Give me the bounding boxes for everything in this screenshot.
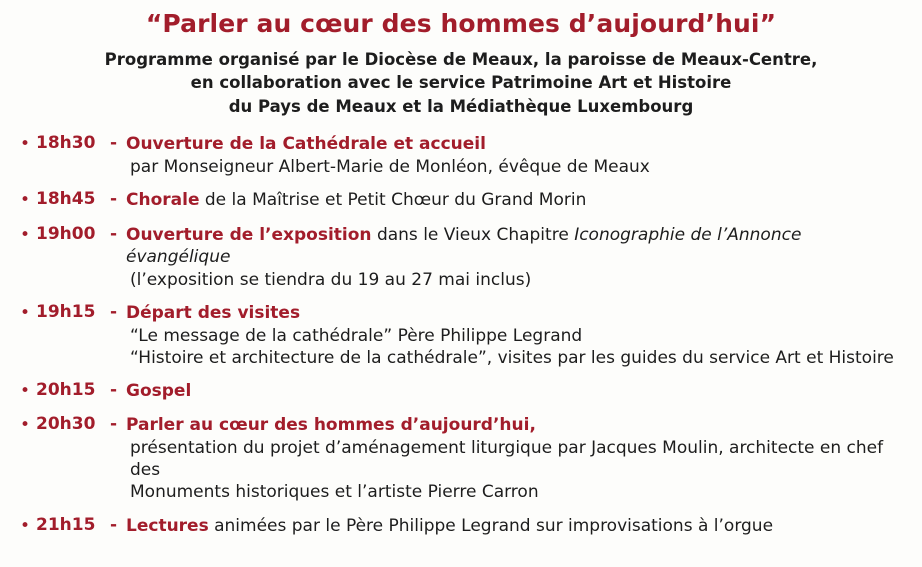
bullet-icon: •: [20, 190, 31, 211]
subtitle-line-3: du Pays de Meaux et la Médiathèque Luxembourg: [228, 97, 694, 117]
schedule-line: [126, 414, 908, 436]
page-subtitle: [81, 48, 841, 120]
schedule-line-plain: (l’exposition se tiendra du 19 au 27 mai inclus): [130, 269, 532, 290]
schedule-line-highlight: Gospel: [126, 381, 192, 402]
schedule-time: 18h45: [36, 189, 96, 210]
schedule-item: [20, 414, 908, 503]
bullet-icon: •: [20, 381, 31, 402]
schedule-body: [126, 380, 908, 403]
dash-separator: -: [110, 380, 118, 401]
schedule-line: [126, 224, 908, 268]
schedule-line-highlight: Lectures: [126, 515, 209, 536]
bullet-icon: •: [20, 515, 31, 536]
page-title: “Parler au cœur des hommes d’aujourd’hui”: [145, 9, 777, 38]
schedule-body: [126, 224, 908, 291]
bullet-icon: •: [20, 134, 31, 155]
schedule-line: [126, 515, 908, 537]
schedule-line-plain: animées par le Père Philippe Legrand sur improvisations à l’orgue: [208, 515, 774, 536]
dash-separator: -: [110, 189, 118, 210]
schedule-time: 19h15: [36, 301, 96, 322]
schedule-body: [126, 189, 908, 212]
dash-separator: -: [110, 301, 118, 322]
schedule-line-plain: “Le message de la cathédrale” Père Philippe Legrand: [130, 325, 583, 346]
schedule-line-plain: “Histoire et architecture de la cathédrale”, visites par les guides du service Art et Histoire: [130, 348, 894, 369]
schedule-time: 21h15: [36, 514, 96, 535]
schedule-line: [126, 347, 908, 369]
schedule-line-italic: Iconographie de l’Annonce évangélique: [126, 224, 802, 267]
schedule-line: [126, 325, 908, 347]
dash-separator: -: [110, 414, 118, 435]
schedule-line-highlight: Départ des visites: [126, 302, 301, 323]
schedule-line: [126, 302, 908, 324]
schedule-line: [126, 189, 908, 211]
schedule-line-plain: par Monseigneur Albert-Marie de Monléon, évêque de Meaux: [130, 157, 650, 178]
schedule-line-plain: dans le Vieux Chapitre: [371, 224, 575, 245]
schedule-line: [126, 380, 908, 402]
schedule-time: 20h30: [36, 414, 96, 435]
schedule-line-plain: présentation du projet d’aménagement liturgique par Jacques Moulin, architecte en chef des: [130, 438, 884, 481]
schedule-item: [20, 302, 908, 369]
schedule-item: [20, 380, 908, 403]
subtitle-line-2: en collaboration avec le service Patrimoine Art et Histoire: [190, 73, 732, 93]
schedule-line-plain: ,: [529, 415, 536, 436]
schedule-body: [126, 133, 908, 178]
dash-separator: -: [110, 223, 118, 244]
schedule-line-highlight: Chorale: [126, 190, 200, 211]
schedule-line: [126, 269, 908, 291]
schedule-body: [126, 515, 908, 538]
dash-separator: -: [110, 514, 118, 535]
schedule-time: 20h15: [36, 380, 96, 401]
schedule-time: 18h30: [36, 133, 96, 154]
bullet-icon: •: [20, 302, 31, 323]
schedule-item: [20, 515, 908, 538]
schedule-line: [126, 481, 908, 503]
bullet-icon: •: [20, 224, 31, 245]
schedule-line: [126, 437, 908, 481]
schedule-line-highlight: Parler au cœur des hommes d’aujourd’hui: [126, 415, 530, 436]
schedule-item: [20, 224, 908, 291]
bullet-icon: •: [20, 415, 31, 436]
schedule-item: [20, 189, 908, 212]
dash-separator: -: [110, 133, 118, 154]
schedule-item: [20, 133, 908, 178]
schedule-line-highlight: Ouverture de l’exposition: [126, 224, 372, 245]
schedule-line: [126, 133, 908, 155]
schedule-line-plain: Monuments historiques et l’artiste Pierre Carron: [130, 482, 539, 503]
schedule-body: [126, 302, 908, 369]
schedule-list: [14, 133, 908, 537]
schedule-line-highlight: Ouverture de la Cathédrale et accueil: [126, 134, 486, 155]
schedule-line-plain: de la Maîtrise et Petit Chœur du Grand Morin: [199, 190, 587, 211]
schedule-time: 19h00: [36, 223, 96, 244]
schedule-line: [126, 156, 908, 178]
schedule-body: [126, 414, 908, 503]
subtitle-line-1: Programme organisé par le Diocèse de Meaux, la paroisse de Meaux-Centre,: [104, 49, 818, 69]
